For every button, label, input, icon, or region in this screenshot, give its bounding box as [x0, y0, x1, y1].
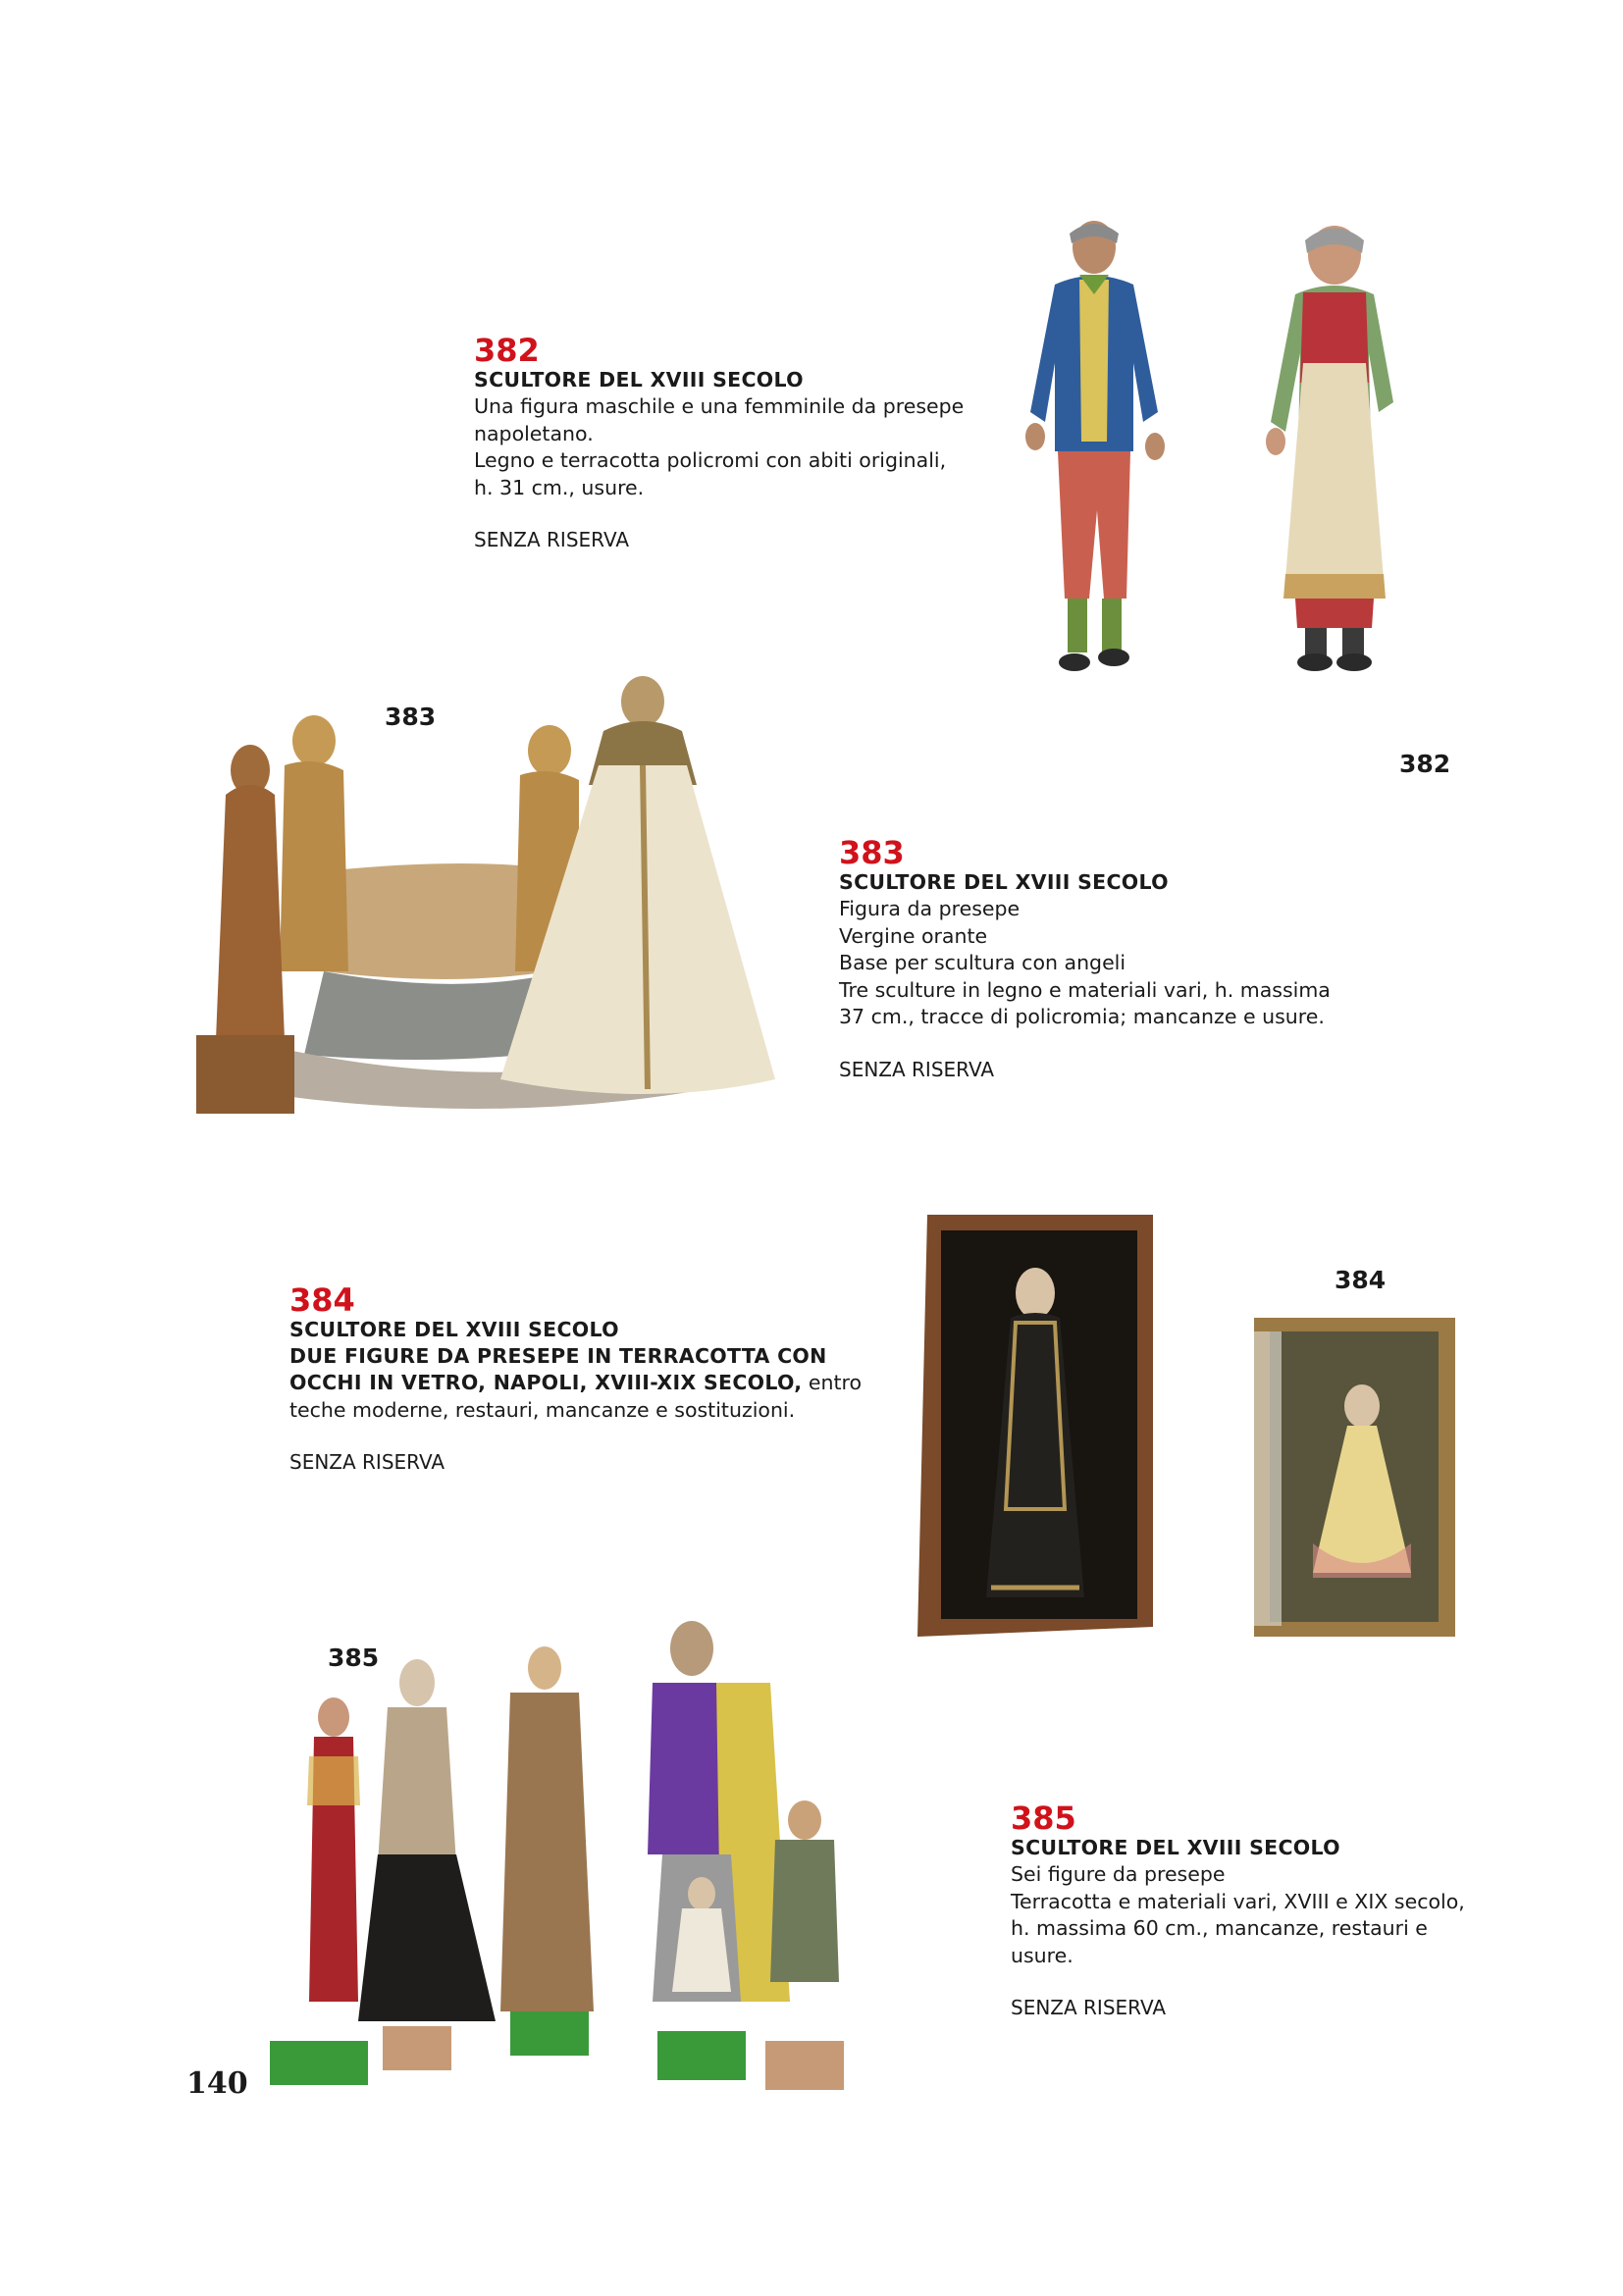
page-number: 140	[186, 2066, 248, 2101]
male-figure	[1025, 221, 1165, 671]
lot-title-line-with-tail	[289, 1370, 862, 1397]
lot-385	[1011, 1801, 1465, 2021]
figure-purple-robe	[648, 1621, 790, 2080]
lot-description-line: Una figura maschile e una femminile da presepe	[474, 394, 965, 418]
lot-description-line: Vergine orante	[839, 923, 988, 948]
figure-black-dress	[358, 1659, 496, 2070]
lot-description-line: usure.	[1011, 1943, 1073, 1967]
lot-384-photo-case-2	[1254, 1318, 1455, 1642]
lot-description-line: h. massima 60 cm., mancanze, restauri e	[1011, 1916, 1428, 1940]
lot-description-line: 37 cm., tracce di policromia; mancanze e usure.	[839, 1005, 1325, 1028]
lot-description-line: h. 31 cm., usure.	[474, 475, 645, 499]
lot-title: SCULTORE DEL XVIII SECOLO	[289, 1318, 619, 1341]
lot-title: SCULTORE DEL XVIII SECOLO	[1011, 1836, 1340, 1859]
photo-label: 382	[1399, 750, 1451, 778]
lot-description-inline: entro	[802, 1371, 863, 1394]
lot-description-line: Terracotta e materiali vari, XVIII e XIX secolo,	[1011, 1889, 1465, 1913]
lot-382	[474, 334, 964, 553]
praying-virgin	[196, 745, 294, 1114]
lot-reserve: SENZA RISERVA	[839, 1057, 995, 1081]
lot-385-photo	[260, 1609, 898, 2105]
lot-title-line: OCCHI IN VETRO, NAPOLI, XVIII-XIX SECOLO,	[289, 1371, 803, 1394]
photo-label: 384	[1335, 1266, 1387, 1294]
lot-description-line: Base per scultura con angeli	[839, 951, 1126, 974]
figure-green-tunic	[765, 1800, 844, 2090]
lot-reserve: SENZA RISERVA	[474, 528, 630, 551]
lot-383-photo	[186, 677, 795, 1138]
female-figure	[1266, 226, 1393, 671]
lot-reserve: SENZA RISERVA	[1011, 1996, 1167, 2019]
lot-382-photo	[1011, 216, 1442, 697]
lot-title: SCULTORE DEL XVIII SECOLO	[839, 870, 1169, 894]
lot-description-line: napoletano.	[474, 421, 594, 445]
lot-number: 384	[289, 1281, 355, 1319]
lot-description-line: Figura da presepe	[839, 897, 1021, 920]
lot-title-line: DUE FIGURE DA PRESEPE IN TERRACOTTA CON	[289, 1344, 827, 1368]
lot-description-line: Sei figure da presepe	[1011, 1862, 1226, 1886]
photo-label: 385	[328, 1644, 380, 1672]
figure-brown-cloak	[500, 1646, 594, 2056]
lot-description-line: Tre sculture in legno e materiali vari, h. massima	[839, 977, 1331, 1002]
lot-description-line: Legno e terracotta policromi con abiti originali,	[474, 448, 947, 472]
lot-title: SCULTORE DEL XVIII SECOLO	[474, 368, 804, 391]
figure-red-dress	[270, 1697, 368, 2085]
lot-384	[289, 1283, 862, 1476]
lot-383	[839, 836, 1331, 1083]
lot-number: 385	[1011, 1800, 1076, 1837]
lot-384-photo-case-1	[917, 1215, 1153, 1642]
photo-label: 383	[385, 703, 437, 731]
lot-number: 383	[839, 834, 905, 871]
lot-reserve: SENZA RISERVA	[289, 1450, 445, 1474]
lot-description-line: teche moderne, restauri, mancanze e sostituzioni.	[289, 1397, 796, 1422]
lot-number: 382	[474, 332, 540, 369]
